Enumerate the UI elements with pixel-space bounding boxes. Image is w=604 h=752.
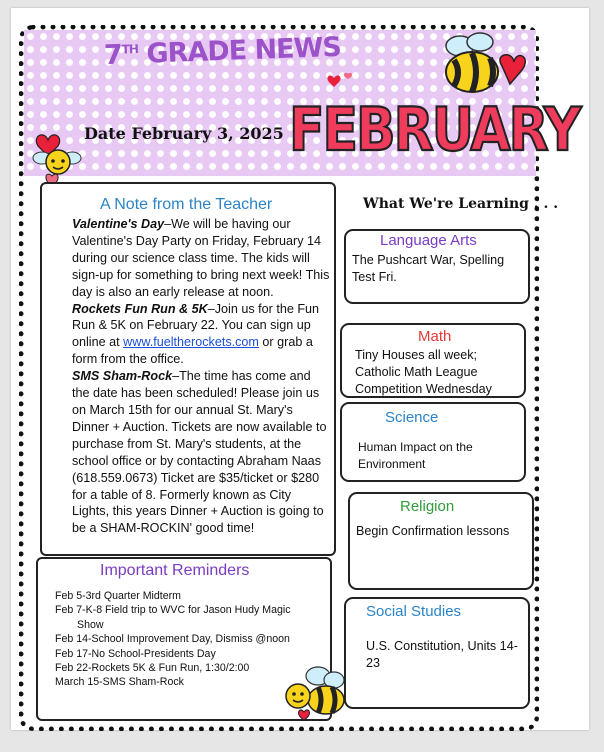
list-item: Feb 17-No School-Presidents Day xyxy=(55,647,216,660)
bee-icon xyxy=(432,28,532,98)
heart-icon xyxy=(326,70,356,92)
teacher-note-text[interactable] xyxy=(72,216,330,537)
subject-title-math: Math xyxy=(418,328,452,345)
bee-icon xyxy=(282,662,348,724)
subject-title-language-arts: Language Arts xyxy=(380,232,477,249)
subject-title-religion: Religion xyxy=(400,498,455,515)
subject-text-religion: Begin Confirmation lessons xyxy=(356,524,510,538)
subject-text-language-arts: The Pushcart War, Spelling Test Fri. xyxy=(352,253,505,284)
subject-text-science: Human Impact on the Environment xyxy=(358,440,473,471)
list-item: Feb 5-3rd Quarter Midterm xyxy=(55,590,181,602)
learning-heading: What We're Learning . . . xyxy=(363,196,559,212)
newsletter-date: Date February 3, 2025 xyxy=(84,124,284,143)
list-item: March 15-SMS Sham-Rock xyxy=(55,676,184,689)
subject-title-social-studies: Social Studies xyxy=(366,603,462,620)
subject-text-math: Tiny Houses all week; Catholic Math League Competition Wednesday xyxy=(355,348,492,396)
list-item: Show xyxy=(77,618,104,631)
note-item-valentines: Valentine's Day–We will be having our Valentine's Day Party on Friday, February 14 during our science class time. The kids will sign-up for something to bring next week! This day is also an early release at noon. xyxy=(72,217,330,299)
list-item: Feb 7-K-8 Field trip to WVC for Jason Hudy Magic xyxy=(55,604,291,617)
reminders-title: Important Reminders xyxy=(100,562,250,579)
bee-icon xyxy=(28,128,88,190)
list-item: Feb 22-Rockets 5K & Fun Run, 1:30/2:00 xyxy=(55,662,250,675)
note-item-sham-rock: SMS Sham-Rock–The time has come and the date has been scheduled! Please join us on March 15th for our annual St. Mary's Dinner + Auction. Tickets are now available to purchase from St. Mary's students, at the school office or by contacting Abraham Naas (618.559.0673) Ticket are $35/ticket or $280 for a table of 8. Formerly known as City Lights, this years Dinner + Auction is going to be a SHAM-ROCKIN' good time! xyxy=(72,369,327,536)
subject-title-science: Science xyxy=(385,409,439,426)
list-item: Feb 14-School Improvement Day, Dismiss @noon xyxy=(55,633,290,646)
month-title: FEBRUARY xyxy=(289,96,580,165)
reminders-list[interactable] xyxy=(55,589,313,690)
note-item-fun-run: Rockets Fun Run & 5K–Join us for the Fun Run & 5K on February 22. You can sign up online at www.fueltherockets.com or grab a form from the office. xyxy=(72,301,320,367)
subject-text-social-studies: U.S. Constitution, Units 14-23 xyxy=(366,639,518,670)
teacher-note-title: A Note from the Teacher xyxy=(100,196,273,213)
fuel-rockets-link[interactable]: www.fueltherockets.com xyxy=(123,335,259,350)
grade-news-title: 7TH GRADE NEWS xyxy=(103,31,342,72)
